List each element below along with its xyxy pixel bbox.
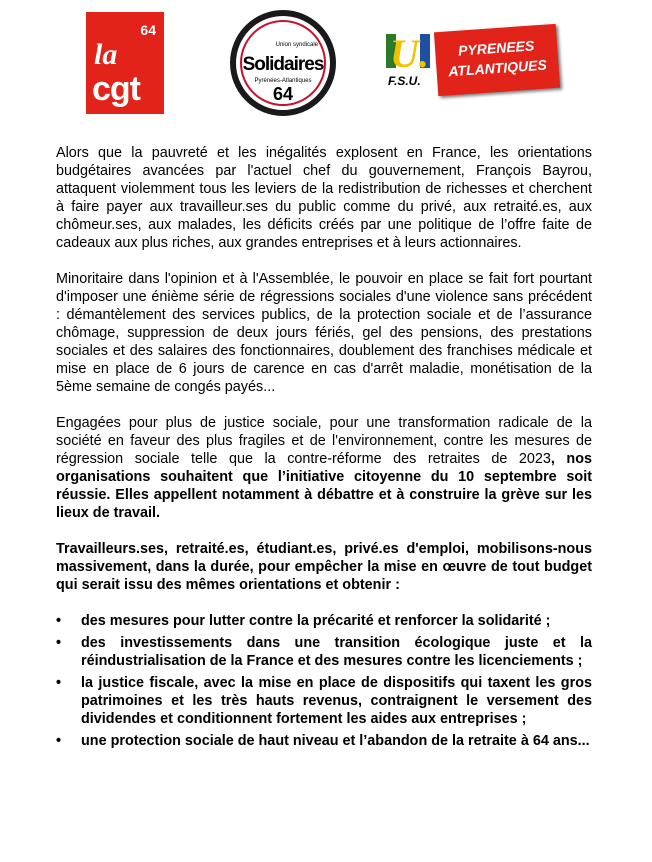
solidaires-logo-dept: Pyrénées-Atlantiques [254,78,312,84]
pyrenees-atlantiques-logo [434,24,560,96]
cgt-logo [86,12,164,114]
fsu-logo-u: U. [390,31,429,76]
paragraph-3-text: Engagées pour plus de justice sociale, pour une transformation radicale de la société en faveur des plus fragiles et de l'environnement, contre les mesures de régression sociale telle que la contre-réforme des retraites de 2023 [56,415,592,467]
logo-bar [0,0,652,130]
paragraph-4-bold-text: Travailleurs.ses, retraité.es, étudiant.es, privé.es d'emploi, mobilisons-nous massivement, dans la durée, pour empêcher la mise en œuvre de tout budget qui serait issu des mêmes orientations et obtenir : [56,541,592,593]
solidaires-logo-name: Solidaires [242,54,324,75]
pyrenees-logo-line1: PYRENEES [457,37,535,59]
paragraph-3-bold-text: , nos organisations souhaitent que l’initiative citoyenne du 10 septembre soit réussie. Elles appellent notamment à débattre et à construire la grève sur les lieux de travail. [56,451,592,521]
solidaires-logo-number: 64 [272,84,294,104]
paragraph-3 [56,414,592,522]
pyrenees-logo-line2: ATLANTIQUES [447,56,548,80]
fsu-logo [386,30,434,90]
paragraph-2: Minoritaire dans l'opinion et à l'Assemblée, le pouvoir en place se fait fort pourtant d'imposer une énième série de régressions sociales d'une violence sans précédent : démantèlement des services publics, de la protection sociale et de l’assurance chômage, suppression de deux jours fériés, gel des pensions, des prestations sociales et des salaires des fonctionnaires, doublement des franchises médicale et mise en place de 6 jours de carence en cas d'arrêt maladie, monétisation de la 5ème semaine de congés payés... [56,271,592,395]
document-body [56,144,592,754]
cgt-logo-la: la [94,38,118,71]
cgt-logo-number: 64 [140,22,156,38]
list-item: • des mesures pour lutter contre la précarité et renforcer la solidarité ; [56,612,592,630]
list-item: • une protection sociale de haut niveau et l’abandon de la retraite à 64 ans... [56,732,592,750]
cgt-logo-name: cgt [92,70,140,108]
solidaires-logo-union: Union syndicale [275,42,318,48]
paragraph-4 [56,540,592,594]
list-item: • des investissements dans une transition écologique juste et la réindustrialisation de la France et des mesures contre les licenciements ; [56,634,592,670]
fsu-logo-name: F.S.U. [388,74,421,88]
solidaires-logo [230,10,336,116]
list-item: • la justice fiscale, avec la mise en place de dispositifs qui taxent les gros patrimoines et les très hauts revenus, contraignent le versement des dividendes et conditionnent fortement les aides aux entreprises ; [56,674,592,728]
paragraph-1: Alors que la pauvreté et les inégalités explosent en France, les orientations budgétaires avancées par l'actuel chef du gouvernement, François Bayrou, attaquent violemment tous les leviers de la redistribution de richesses et cherchent à faire payer aux travailleur.ses du public comme du privé, aux retraité.es, aux chômeur.ses, aux malades, les déficits créés par une politique de l’offre faite de cadeaux aux plus riches, aux grandes entreprises et à leurs actionnaires. [56,145,592,251]
demands-list [56,612,592,750]
